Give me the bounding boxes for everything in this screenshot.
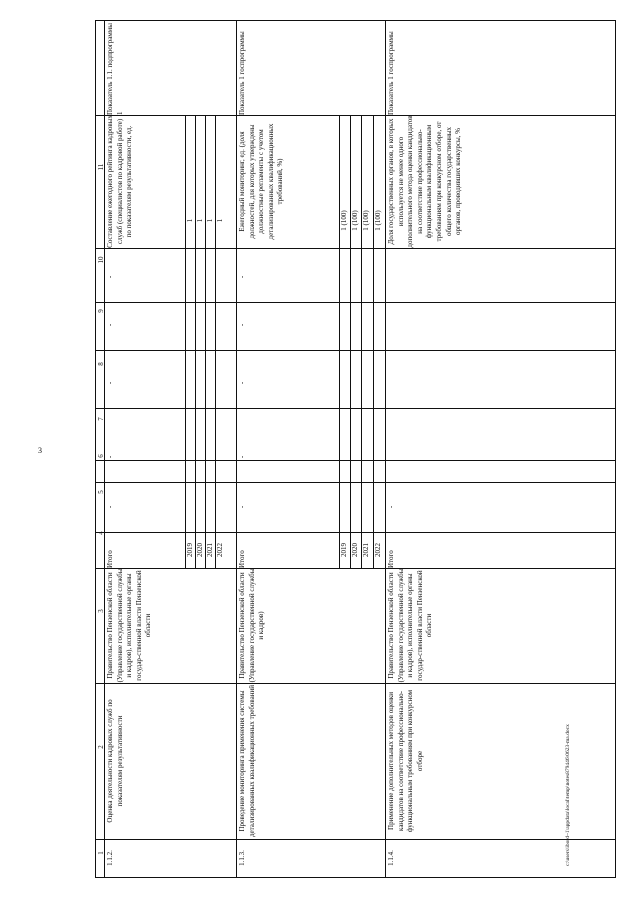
related-indicator: Показатель 1 госпрограммы xyxy=(387,31,395,115)
indicator-value: 1 xyxy=(216,218,224,223)
indicator: Ежегодный мониторинг, ед. (доля должностей, для которых утверждены должностные регламенты с учетом детализированных квалификационных требований, %) xyxy=(238,123,285,240)
year: 2019 xyxy=(186,543,194,557)
activity-title: Проведение мониторинга применения системы детализированных квалификационных требований xyxy=(238,685,256,838)
related-indicator: Показатель 1 госпрограммы xyxy=(238,31,246,115)
dash: - xyxy=(238,323,246,327)
dash: - xyxy=(238,381,246,385)
row-code: 1.1.4. xyxy=(387,850,395,866)
related-indicator: Показатель 1.1. подпрограммы 1 xyxy=(106,23,124,115)
page-number: 3 xyxy=(38,446,42,455)
row-code: 1.1.3. xyxy=(238,850,246,866)
dash: - xyxy=(106,505,114,509)
activity-title: Применение дополнительных методов оценки кандидатов на соответствие профессионально-функциональным требованиям при конкурсном отборе xyxy=(387,689,424,833)
dash: - xyxy=(238,505,246,509)
dash: - xyxy=(387,505,395,509)
column-number-5: 5 xyxy=(97,490,105,494)
year: 2021 xyxy=(362,543,370,557)
column-number-1: 1 xyxy=(97,851,105,855)
dash: - xyxy=(106,275,114,279)
executor: Правительство Пензенской области (Управление государственной службы и кадров), исполнительные органы государ-ственной власти Пензенской области xyxy=(106,568,153,683)
dash: - xyxy=(106,381,114,385)
indicator-value: 1 xyxy=(206,218,214,223)
year: 2021 xyxy=(206,543,214,557)
footer-path: c:\users\ibord~1\appdata\local\temp\notes879446\0623-ma.docx xyxy=(565,724,571,866)
dash: - xyxy=(238,275,246,279)
indicator-value: 1 (100) xyxy=(362,210,370,231)
column-number-4: 4 xyxy=(97,531,105,535)
row-code: 1.1.2. xyxy=(106,850,114,866)
column-number-8: 8 xyxy=(97,362,105,366)
column-number-2: 2 xyxy=(97,745,105,749)
year-total: Итого xyxy=(387,550,395,568)
year: 2022 xyxy=(216,543,224,557)
column-number-10: 10 xyxy=(97,256,105,264)
indicator: Составление ежегодного рейтинга кадровых служб (специалистов по кадровой работе) по показателям результативности, ед. xyxy=(106,115,134,248)
dash: - xyxy=(106,323,114,327)
column-number-9: 9 xyxy=(97,309,105,313)
executor: Правительство Пензенской области (Управление государственной службы и кадров) xyxy=(238,568,266,683)
column-number-7: 7 xyxy=(97,417,105,421)
year-total: Итого xyxy=(238,550,246,568)
indicator-value: 1 (100) xyxy=(351,210,359,231)
year: 2020 xyxy=(196,543,204,557)
year: 2019 xyxy=(340,543,348,557)
indicator-value: 1 xyxy=(186,218,194,223)
indicator-value: 1 (100) xyxy=(374,210,382,231)
column-number-6: 6 xyxy=(97,454,105,458)
column-number-11: 11 xyxy=(97,163,105,171)
column-number-3: 3 xyxy=(97,609,105,613)
year: 2020 xyxy=(351,543,359,557)
indicator-value: 1 (100) xyxy=(340,210,348,231)
indicator-value: 1 xyxy=(196,218,204,223)
indicator: Доля государственных органов, в которых используется не менее одного дополнительного метода оценки кандидатов на соответствие профессионально-функциональным квалификационным требованиям при конкурсном отборе, от общего количества государственных органов, проводивших конкурсы, % xyxy=(387,115,463,248)
activity-title: Оценка деятельности кадровых служб по показателям результативности xyxy=(106,699,124,823)
dash: - xyxy=(238,455,246,459)
dash: - xyxy=(106,455,114,459)
year-total: Итого xyxy=(106,550,114,568)
year: 2022 xyxy=(374,543,382,557)
executor: Правительство Пензенской области (Управление государственной службы и кадров), исполнительные органы государ-ственной власти Пензенской области xyxy=(387,568,434,683)
